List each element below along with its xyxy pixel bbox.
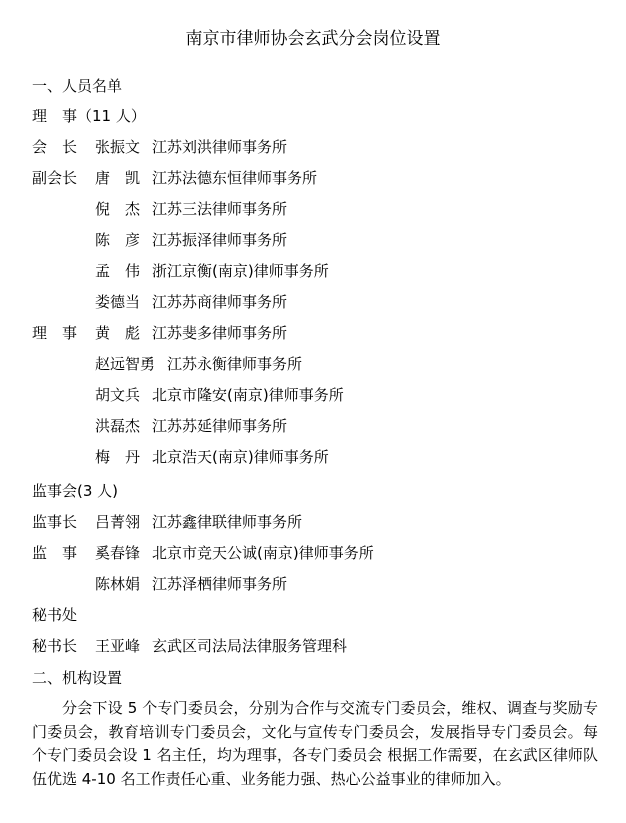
member-name: 陈林娟 bbox=[95, 575, 141, 593]
member-role: 理 事 bbox=[32, 324, 78, 342]
member-firm: 江苏鑫律联律师事务所 bbox=[152, 513, 303, 531]
member-role: 秘书长 bbox=[32, 637, 78, 655]
member-name: 王亚峰 bbox=[95, 637, 141, 655]
member-firm: 江苏泽栖律师事务所 bbox=[152, 575, 288, 593]
member-name: 胡文兵 bbox=[95, 386, 141, 404]
member-role: 副会长 bbox=[32, 169, 78, 187]
member-name: 唐 凯 bbox=[95, 169, 141, 187]
section-heading-personnel: 一、人员名单 bbox=[32, 77, 123, 95]
member-role: 监 事 bbox=[32, 544, 78, 562]
section-heading-organization: 二、机构设置 bbox=[32, 669, 123, 687]
member-firm: 北京市隆安(南京)律师事务所 bbox=[152, 386, 344, 404]
member-name: 孟 伟 bbox=[95, 262, 141, 280]
member-name: 奚春锋 bbox=[95, 544, 141, 562]
member-firm: 北京市竞天公诚(南京)律师事务所 bbox=[152, 544, 374, 562]
member-name: 赵远智勇 bbox=[95, 355, 156, 373]
member-name: 吕菁翎 bbox=[95, 513, 141, 531]
member-name: 倪 杰 bbox=[95, 200, 141, 218]
member-name: 洪磊杰 bbox=[95, 417, 141, 435]
member-firm: 江苏刘洪律师事务所 bbox=[152, 138, 288, 156]
secretariat-header: 秘书处 bbox=[32, 606, 78, 624]
member-role: 监事长 bbox=[32, 513, 78, 531]
member-firm: 江苏三法律师事务所 bbox=[152, 200, 288, 218]
member-firm: 玄武区司法局法律服务管理科 bbox=[152, 637, 348, 655]
council-header: 理 事（11 人） bbox=[32, 107, 146, 125]
member-firm: 江苏斐多律师事务所 bbox=[152, 324, 288, 342]
organization-paragraph: 分会下设 5 个专门委员会，分别为合作与交流专门委员会，维权、调查与奖励专门委员会，教育培训专门委员会，文化与宣传专门委员会，发展指导专门委员会。每个专门委员会设 1 名主任，均为理事，各专门委员会 根据工作需要，在玄武区律师队伍优选 4-10 名工作责任心重、业务能力强、热心公益事业的律师加入。 bbox=[32, 699, 598, 788]
member-firm: 江苏法德东恒律师事务所 bbox=[152, 169, 318, 187]
member-name: 娄德当 bbox=[95, 293, 141, 311]
member-firm: 江苏苏延律师事务所 bbox=[152, 417, 288, 435]
member-name: 梅 丹 bbox=[95, 448, 141, 466]
document-title: 南京市律师协会玄武分会岗位设置 bbox=[185, 29, 441, 49]
member-firm: 北京浩天(南京)律师事务所 bbox=[152, 448, 329, 466]
member-role: 会 长 bbox=[32, 138, 78, 156]
member-name: 陈 彦 bbox=[95, 231, 141, 249]
member-firm: 江苏苏商律师事务所 bbox=[152, 293, 288, 311]
member-firm: 浙江京衡(南京)律师事务所 bbox=[152, 262, 329, 280]
member-name: 张振文 bbox=[95, 138, 141, 156]
member-firm: 江苏永衡律师事务所 bbox=[167, 355, 303, 373]
supervisors-header: 监事会(3 人) bbox=[32, 482, 119, 500]
member-firm: 江苏振泽律师事务所 bbox=[152, 231, 288, 249]
member-name: 黄 彪 bbox=[95, 324, 141, 342]
